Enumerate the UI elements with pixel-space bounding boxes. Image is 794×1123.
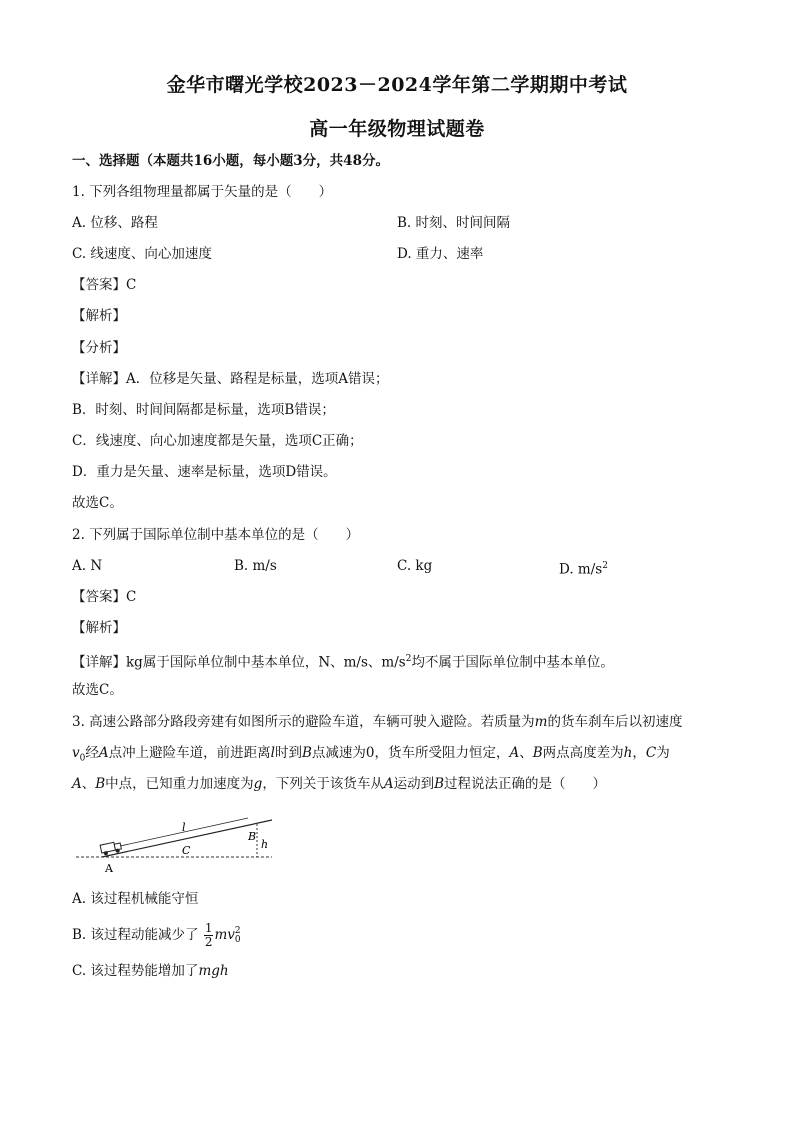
q3-option-c-text: C. 该过程势能增加了 [72,963,199,979]
var-v-sub: 0 [79,753,86,764]
fraction [204,922,214,949]
var-B: B [301,745,312,761]
exam-title: 金华市曙光学校2023－2024学年第二学期期中考试 [166,74,628,96]
q3-text: 、 [519,745,533,761]
var-h: h [623,745,633,761]
q3-option-b [72,918,241,952]
answer-value: C [126,277,137,293]
q3-text: 中点，已知重力加速度为 [105,776,254,792]
var-A: A [509,745,520,761]
var-A: A [72,776,82,792]
q1-stem: 1. 下列各组物理量都属于矢量的是（ ） [72,184,333,200]
section-heading: 一、选择题（本题共16小题，每小题3分，共48分。 [72,153,389,169]
q1-analysis-tag: 【解析】 [72,308,126,324]
q3-option-a: A. 该过程机械能守恒 [72,891,199,907]
var-C: C [645,745,657,761]
q3-option-b-text: B. 该过程动能减少了 [72,927,199,943]
answer-value: C [126,589,137,605]
q3-text: 过程说法正确的是（ ） [444,776,606,792]
q3-line-3 [72,775,606,793]
var-m: m [534,714,548,730]
q3-text: ，下列关于该货车从 [262,776,384,792]
var-v: v [72,745,80,761]
expr-sub: 0 [234,934,241,945]
expr-mv: mv [214,927,235,943]
q3-text: 时到 [274,745,302,761]
distance-line [102,818,248,850]
label-A: A [105,862,113,875]
var-g: g [253,776,263,792]
expr-mgh: mgh [198,963,229,979]
q2-detail [72,650,614,672]
q2-stem: 2. 下列属于国际单位制中基本单位的是（ ） [72,527,360,543]
detail-text: A．位移是矢量、路程是标量，选项A错误； [126,371,389,387]
q3-text: 点冲上避险车道，前进距离 [108,745,271,761]
q3-text: 的货车刹车后以初速度 [547,714,683,730]
var-l: l [270,745,275,761]
q1-detail-line-c: C．线速度、向心加速度都是矢量，选项C正确； [72,433,363,449]
q1-detail-line-a [72,370,389,388]
q1-answer [72,276,136,294]
detail-sup: 2 [405,654,412,664]
q3-text: 两点高度差为 [542,745,624,761]
answer-tag: 【答案】 [72,277,126,293]
q3-line-1 [72,713,682,731]
q3-text: 为 [656,745,670,761]
q1-option-b: B. 时刻、时间间隔 [397,215,511,231]
q1-fenxi-tag: 【分析】 [72,340,126,356]
frac-den: 2 [204,935,213,949]
detail-tag: 【详解】 [72,654,126,671]
label-B: B [248,830,257,843]
label-l: l [182,821,186,834]
q2-option-d [559,557,608,579]
q3-text: 3. 高速公路部分路段旁建有如图所示的避险车道，车辆可驶入避险。若质量为 [72,714,535,730]
q2-option-a: A. N [72,558,103,574]
var-B: B [434,776,444,792]
q1-option-a: A. 位移、路程 [72,215,158,231]
ramp-figure [72,812,282,878]
q1-conclusion: 故选C。 [72,495,123,511]
q3-line-2 [72,744,670,768]
expr-sup: 2 [234,925,241,936]
q3-text: 运动到 [393,776,435,792]
q1-detail-line-b: B．时刻、时间间隔都是标量，选项B错误； [72,402,335,418]
var-B: B [532,745,543,761]
detail-text-a: kg属于国际单位制中基本单位，N、m/s、m/s [126,654,406,671]
detail-text-b: 均不属于国际单位制中基本单位。 [411,654,614,671]
q2-analysis-tag: 【解析】 [72,620,126,636]
q1-detail-line-d: D．重力是矢量、速率是标量，选项D错误。 [72,464,337,480]
var-B: B [95,776,106,792]
q1-option-d: D. 重力、速率 [397,246,484,262]
q3-text: 点减速为0，货车所受阻力恒定， [311,745,510,761]
exam-subtitle: 高一年级物理试题卷 [309,118,485,140]
q3-option-c [72,962,229,980]
q2-option-b: B. m/s [234,558,277,574]
label-C: C [182,844,191,857]
q2-option-d-text: D. m/s [559,561,603,578]
q1-option-c: C. 线速度、向心加速度 [72,246,212,262]
q2-answer [72,588,136,606]
detail-tag: 【详解】 [72,371,126,387]
answer-tag: 【答案】 [72,589,126,605]
q2-option-c: C. kg [397,558,433,574]
label-h: h [261,838,269,851]
frac-num: 1 [204,921,213,935]
q3-text: 经 [85,745,99,761]
q2-option-d-sup: 2 [602,561,608,571]
q2-conclusion: 故选C。 [72,682,123,698]
q3-text: ， [632,745,646,761]
q3-text: 、 [81,776,96,792]
var-A: A [383,776,394,792]
var-A: A [98,745,109,761]
supsub [235,927,241,945]
